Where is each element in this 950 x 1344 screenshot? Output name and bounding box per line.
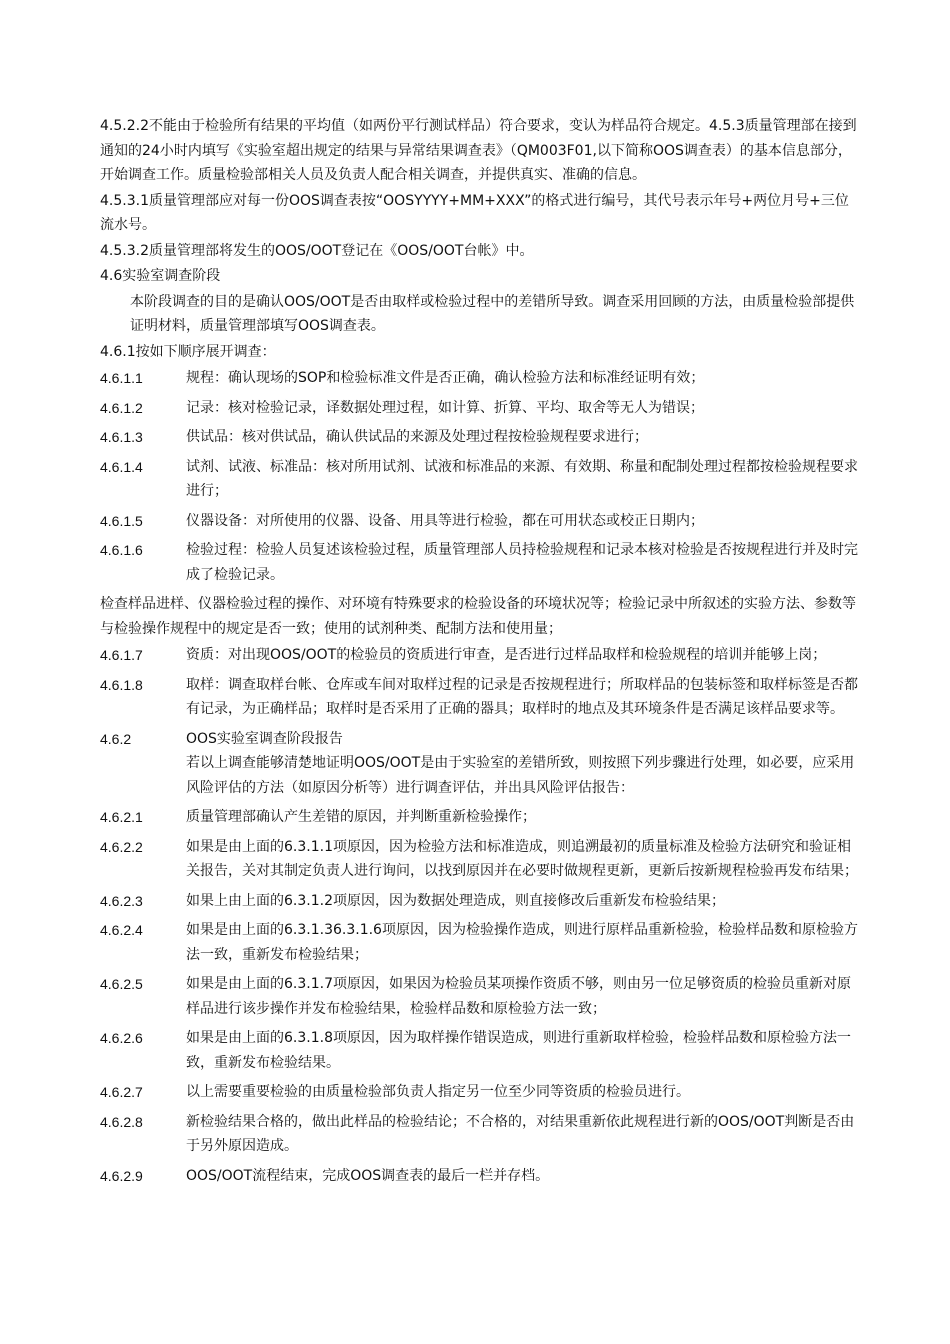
item-number: 4.6.1.4: [100, 458, 143, 475]
item-number: 4.6.1.6: [100, 542, 143, 558]
item-number: 4.6.2.9: [100, 1167, 143, 1184]
item-number: 4.6.2.4: [100, 922, 143, 938]
item-number: 4.6.1.3: [100, 429, 143, 445]
item-text: 以上需要重要检验的由质量检验部负责人指定另一位至少同等资质的检验员进行。: [186, 1084, 690, 1100]
list-item: [100, 1164, 860, 1189]
item-text: 取样：调查取样台帐、仓库或车间对取样过程的记录是否按规程进行；所取样品的包装标签和取样标签是否都有记录，为正确样品；取样时是否采用了正确的器具；取样时的地点及其环境条件是否满足该样品要求等。: [186, 676, 858, 717]
item-text: 仪器设备：对所使用的仪器、设备、用具等进行检验，都在可用状态或校正日期内；: [186, 512, 704, 529]
list-item: [100, 366, 860, 391]
item-text: 如果上由上面的6.3.1.2项原因，因为数据处理造成，则直接修改后重新发布检验结果；: [186, 892, 725, 909]
item-text: 如果是由上面的6.3.1.36.3.1.6项原因，因为检验操作造成，则进行原样品重新检验，检验样品数和原检验方法一致，重新发布检验结果；: [186, 922, 858, 963]
list-item: [100, 643, 860, 668]
item-number: 4.6.1.5: [100, 512, 143, 529]
item-number: 4.6.2.3: [100, 892, 143, 909]
item-number: 4.6.2.8: [100, 1113, 143, 1130]
document-body: [100, 114, 860, 1193]
item-text: OOS/OOT流程结束，完成OOS调查表的最后一栏并存档。: [186, 1167, 550, 1184]
item-number: 4.6.1.7: [100, 647, 143, 663]
list-item: [100, 673, 860, 722]
list-item: [100, 425, 860, 450]
item-number: 4.6.1.8: [100, 676, 143, 693]
middle-paragraph: 检查样品进样、仪器检验过程的操作、对环境有特殊要求的检验设备的环境状况等；检验记录中所叙述的实验方法、参数等与检验操作规程中的规定是否一致；使用的试剂种类、配制方法和使用量；: [100, 596, 856, 637]
item-text: 记录：核对检验记录，译数据处理过程，如计算、折算、平均、取舍等无人为错误；: [186, 399, 704, 416]
section-title: OOS实验室调查阶段报告: [186, 730, 343, 747]
list-item: [100, 918, 860, 967]
list-461b: [100, 643, 860, 722]
list-item: [100, 835, 860, 884]
item-text: 如果是由上面的6.3.1.1项原因，因为检验方法和标准造成，则追溯最初的质量标准及检验方法研究和验证相关报告，关对其制定负责人进行询问，以找到原因并在必要时做规程更新，更新后按新规程检验再发布结果；: [186, 838, 858, 879]
item-text: 新检验结果合格的，做出此样品的检验结论；不合格的，对结果重新依此规程进行新的OOS/OOT判断是否由于另外原因造成。: [186, 1113, 855, 1154]
item-number: 4.6.2: [100, 730, 132, 747]
item-number: 4.6.1.2: [100, 399, 143, 416]
list-item: [100, 1110, 860, 1159]
list-462: [100, 805, 860, 1188]
list-item: [100, 972, 860, 1021]
item-text: 如果是由上面的6.3.1.8项原因，因为取样操作错误造成，则进行重新取样检验，检验样品数和原检验方法一致，重新发布检验结果。: [186, 1030, 851, 1071]
paragraph-4532: 4.5.3.2质量管理部将发生的OOS/OOT登记在《OOS/OOT台帐》中。: [100, 242, 534, 259]
item-text: 试剂、试液、标准品：核对所用试剂、试液和标准品的来源、有效期、称量和配制处理过程都按检验规程要求进行；: [186, 458, 858, 499]
paragraph-4531: 4.5.3.1质量管理部应对每一份OOS调查表按“OOSYYYY+MM+XXX”的格式进行编号，其代号表示年号+两位月号+三位流水号。: [100, 192, 849, 233]
section-462-heading: [100, 727, 860, 752]
item-text: 如果是由上面的6.3.1.7项原因，如果因为检验员某项操作资质不够，则由另一位足够资质的检验员重新对原样品进行该步操作并发布检验结果，检验样品数和原检验方法一致；: [186, 976, 851, 1017]
item-text: 资质：对出现OOS/OOT的检验员的资质进行审查，是否进行过样品取样和检验规程的培训并能够上岗；: [186, 647, 827, 663]
item-text: 检验过程：检验人员复述该检验过程，质量管理部人员持检验规程和记录本核对检验是否按规程进行并及时完成了检验记录。: [186, 542, 858, 583]
item-number: 4.6.2.7: [100, 1084, 143, 1100]
list-461a: [100, 366, 860, 587]
heading-461: 4.6.1按如下顺序展开调查：: [100, 343, 276, 360]
item-text: 规程：确认现场的SOP和检验标准文件是否正确，确认检验方法和标准经证明有效；: [186, 370, 705, 386]
item-number: 4.6.2.2: [100, 838, 143, 855]
item-number: 4.6.2.5: [100, 976, 143, 992]
list-item: [100, 396, 860, 421]
heading-46: 4.6实验室调查阶段: [100, 268, 221, 284]
item-text: 供试品：核对供试品，确认供试品的来源及处理过程按检验规程要求进行；: [186, 429, 648, 445]
paragraph-4522-453: 4.5.2.2不能由于检验所有结果的平均值（如两份平行测试样品）符合要求，变认为样品符合规定。4.5.3质量管理部在接到通知的24小时内填写《实验室超出规定的结果与异常结果调查表》（QM003F01,以下简称OOS调查表）的基本信息部分，开始调查工作。质量检验部相关人员及负责人配合相关调查，并提供真实、准确的信息。: [100, 118, 857, 183]
item-text: 质量管理部确认产生差错的原因，并判断重新检验操作；: [186, 809, 536, 825]
list-item: [100, 1080, 860, 1105]
list-item: [100, 455, 860, 504]
list-item: [100, 509, 860, 534]
item-number: 4.6.1.1: [100, 370, 143, 386]
section-46-intro: 本阶段调查的目的是确认OOS/OOT是否由取样或检验过程中的差错所导致。调查采用回顾的方法，由质量检验部提供证明材料，质量管理部填写OOS调查表。: [130, 293, 855, 334]
item-number: 4.6.2.1: [100, 809, 143, 825]
item-number: 4.6.2.6: [100, 1030, 143, 1046]
list-item: [100, 889, 860, 914]
list-item: [100, 1026, 860, 1075]
list-item: [100, 805, 860, 830]
section-462: [100, 727, 860, 801]
section-462-intro-row: [100, 751, 860, 800]
section-462-intro: 若以上调查能够清楚地证明OOS/OOT是由于实验室的差错所致，则按照下列步骤进行处理，如必要，应采用风险评估的方法（如原因分析等）进行调查评估，并出具风险评估报告：: [186, 755, 855, 796]
list-item: [100, 538, 860, 587]
